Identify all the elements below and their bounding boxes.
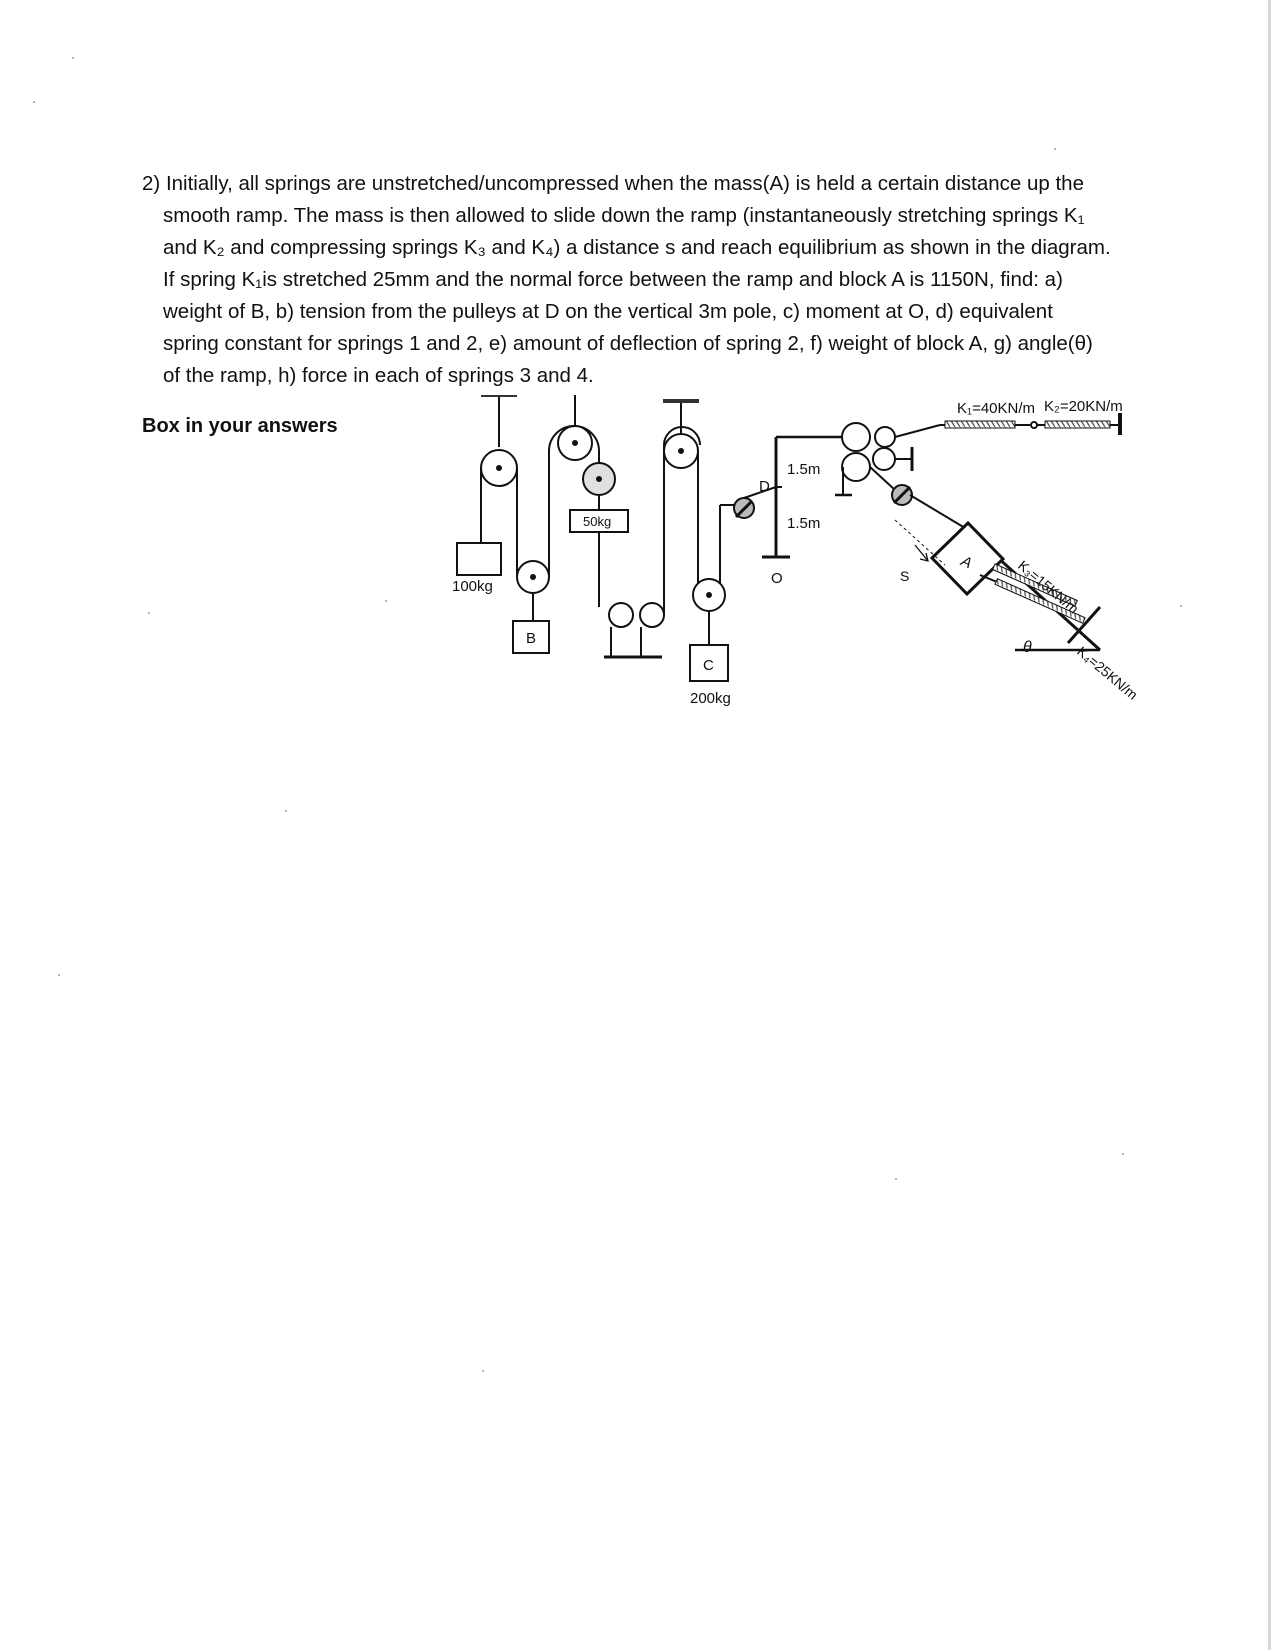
pulley-top-1-icon [842, 423, 870, 451]
problem-line-6: spring constant for springs 1 and 2, e) amount of deflection of spring 2, f) weight of block A, g) angle(θ) [163, 332, 1093, 355]
instruction-box-answers: Box in your answers [142, 415, 338, 437]
label-B: B [526, 630, 537, 647]
label-K1: K₁=40KN/m [957, 400, 1036, 417]
spring-K2 [1045, 421, 1110, 428]
label-C: C [703, 657, 714, 674]
label-50kg: 50kg [583, 514, 612, 529]
label-O: O [771, 570, 783, 587]
label-K3: K₃=15KN/m [1015, 557, 1082, 617]
pulley-5-icon [609, 603, 633, 627]
label-theta: θ [1023, 639, 1032, 656]
spring-K1 [945, 421, 1015, 428]
label-K4: K₄=25KN/m [1074, 643, 1141, 703]
label-s: S [900, 568, 910, 584]
problem-line-4: If spring K₁is stretched 25mm and the normal force between the ramp and block A is 1150N, find: a) [163, 268, 1063, 291]
problem-line-2: smooth ramp. The mass is then allowed to slide down the ramp (instantaneously stretching springs K₁ [163, 204, 1085, 227]
label-100kg: 100kg [452, 578, 493, 595]
page-edge [1268, 0, 1271, 1650]
problem-number: 2) [142, 172, 161, 195]
problem-line-1: 2) Initially, all springs are unstretched/uncompressed when the mass(A) is held a certain distance up the [142, 172, 1084, 195]
ceiling-mount-1 [481, 395, 517, 397]
problem-line-3: and K₂ and compressing springs K₃ and K₄) a distance s and reach equilibrium as shown in the diagram. [163, 236, 1111, 259]
problem-line-5: weight of B, b) tension from the pulleys at D on the vertical 3m pole, c) moment at O, d) equivalent [163, 300, 1053, 323]
block-100kg [457, 543, 501, 575]
label-200kg: 200kg [690, 690, 731, 707]
label-pole-lower: 1.5m [787, 515, 821, 532]
label-K2: K₂=20KN/m [1044, 398, 1123, 415]
pulley-system-right [663, 399, 776, 681]
ramp-assembly [895, 495, 1100, 650]
label-A: A [958, 552, 975, 573]
problem-statement [142, 168, 1127, 392]
pulley-mid-2-icon [873, 448, 895, 470]
pulley-spring-diagram [440, 395, 1220, 755]
label-pole-upper: 1.5m [787, 461, 821, 478]
problem-line-7: of the ramp, h) force in each of springs 3 and 4. [163, 364, 594, 387]
pulley-top-2-icon [875, 427, 895, 447]
label-D: D [759, 478, 770, 495]
pulley-mid-1-icon [842, 453, 870, 481]
ceiling-mount-3 [663, 399, 699, 403]
pulley-6-icon [640, 603, 664, 627]
